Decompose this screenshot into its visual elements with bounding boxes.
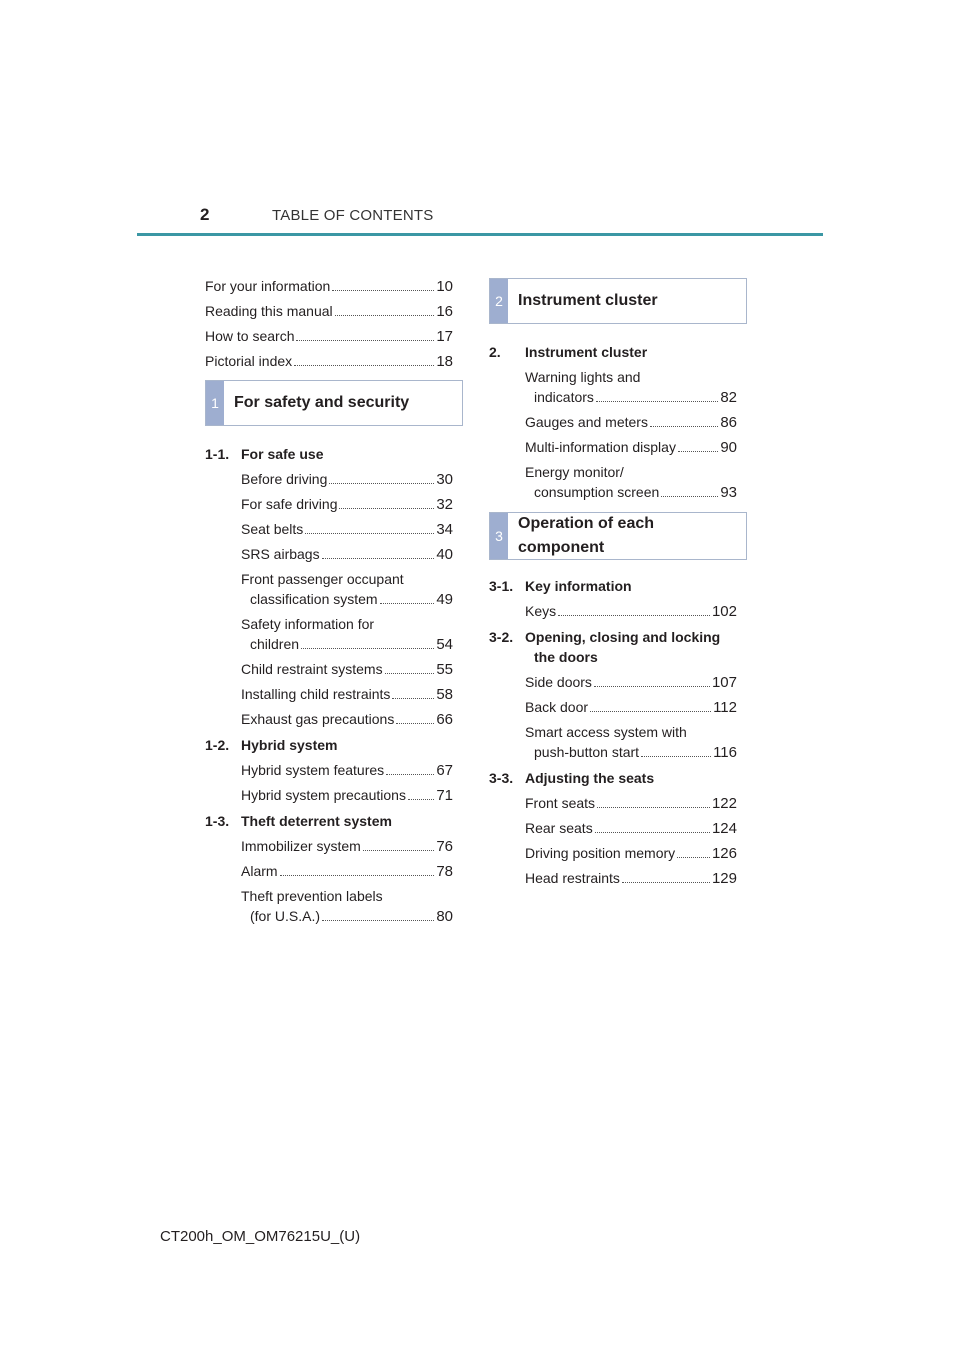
page-header [0,200,960,240]
toc-entry[interactable]: Seat belts 34 [241,521,453,538]
toc-entry[interactable]: Safety information for children 54 [241,616,453,653]
subsection-heading[interactable]: 3-1. Key information [489,578,632,594]
toc-entry[interactable]: Hybrid system precautions 71 [241,787,453,804]
toc-entry[interactable]: Front seats 122 [525,795,737,812]
toc-entry[interactable]: Installing child restraints 58 [241,686,453,703]
section-number: 2 [490,279,508,323]
page-number: 2 [200,205,210,224]
section-title: Instrument cluster [518,292,658,309]
toc-entry[interactable]: SRS airbags 40 [241,546,453,563]
toc-entry[interactable]: For safe driving 32 [241,496,453,513]
toc-entry[interactable]: Smart access system with push-button start 116 [525,724,737,761]
subsection-heading[interactable]: 1-2. Hybrid system [205,737,338,753]
section-title: Operation of each component [518,515,655,556]
subsection-heading[interactable]: 3-2. Opening, closing and locking the doors [489,629,721,665]
toc-entry[interactable]: Alarm 78 [241,863,453,880]
section-1-list [205,444,453,931]
toc-entry[interactable]: Before driving 30 [241,471,453,488]
toc-entry[interactable]: Driving position memory 126 [525,845,737,862]
subsection-heading[interactable]: 3-3. Adjusting the seats [489,770,655,786]
header-rule [137,233,823,236]
toc-entry[interactable]: Side doors 107 [525,674,737,691]
toc-entry[interactable]: Multi-information display 90 [525,439,737,456]
document-code: CT200h_OM_OM76215U_(U) [160,1228,361,1245]
section-number: 1 [206,381,224,425]
intro-list [205,276,453,376]
toc-entry[interactable]: Immobilizer system 76 [241,838,453,855]
page-title: TABLE OF CONTENTS [272,207,434,224]
toc-entry[interactable]: For your information 10 [205,278,453,295]
toc-entry[interactable]: Front passenger occupant classification system 49 [241,571,453,608]
section-3-list [489,576,737,893]
section-1-heading[interactable] [205,380,463,426]
toc-entry[interactable]: Gauges and meters 86 [525,414,737,431]
section-title: For safety and security [234,394,410,411]
toc-entry[interactable]: How to search 17 [205,328,453,345]
section-3-heading[interactable] [489,512,747,560]
section-2-heading[interactable] [489,278,747,324]
toc-entry[interactable]: Warning lights and indicators 82 [525,369,737,406]
toc-entry[interactable]: Energy monitor/ consumption screen 93 [525,464,737,501]
subsection-heading[interactable]: 1-1. For safe use [205,446,324,462]
toc-entry[interactable]: Child restraint systems 55 [241,661,453,678]
toc-entry[interactable]: Exhaust gas precautions 66 [241,711,453,728]
toc-entry[interactable]: Pictorial index 18 [205,353,453,370]
section-number: 3 [490,513,508,559]
toc-entry[interactable]: Theft prevention labels (for U.S.A.) 80 [241,888,453,925]
subsection-heading[interactable]: 2. Instrument cluster [489,344,648,360]
toc-entry[interactable]: Reading this manual 16 [205,303,453,320]
toc-entry[interactable]: Head restraints 129 [525,870,737,887]
section-2-list [489,342,737,507]
toc-entry[interactable]: Back door 112 [525,699,737,716]
toc-entry[interactable]: Hybrid system features 67 [241,762,453,779]
toc-entry[interactable]: Keys 102 [525,603,737,620]
toc-entry[interactable]: Rear seats 124 [525,820,737,837]
subsection-heading[interactable]: 1-3. Theft deterrent system [205,813,392,829]
